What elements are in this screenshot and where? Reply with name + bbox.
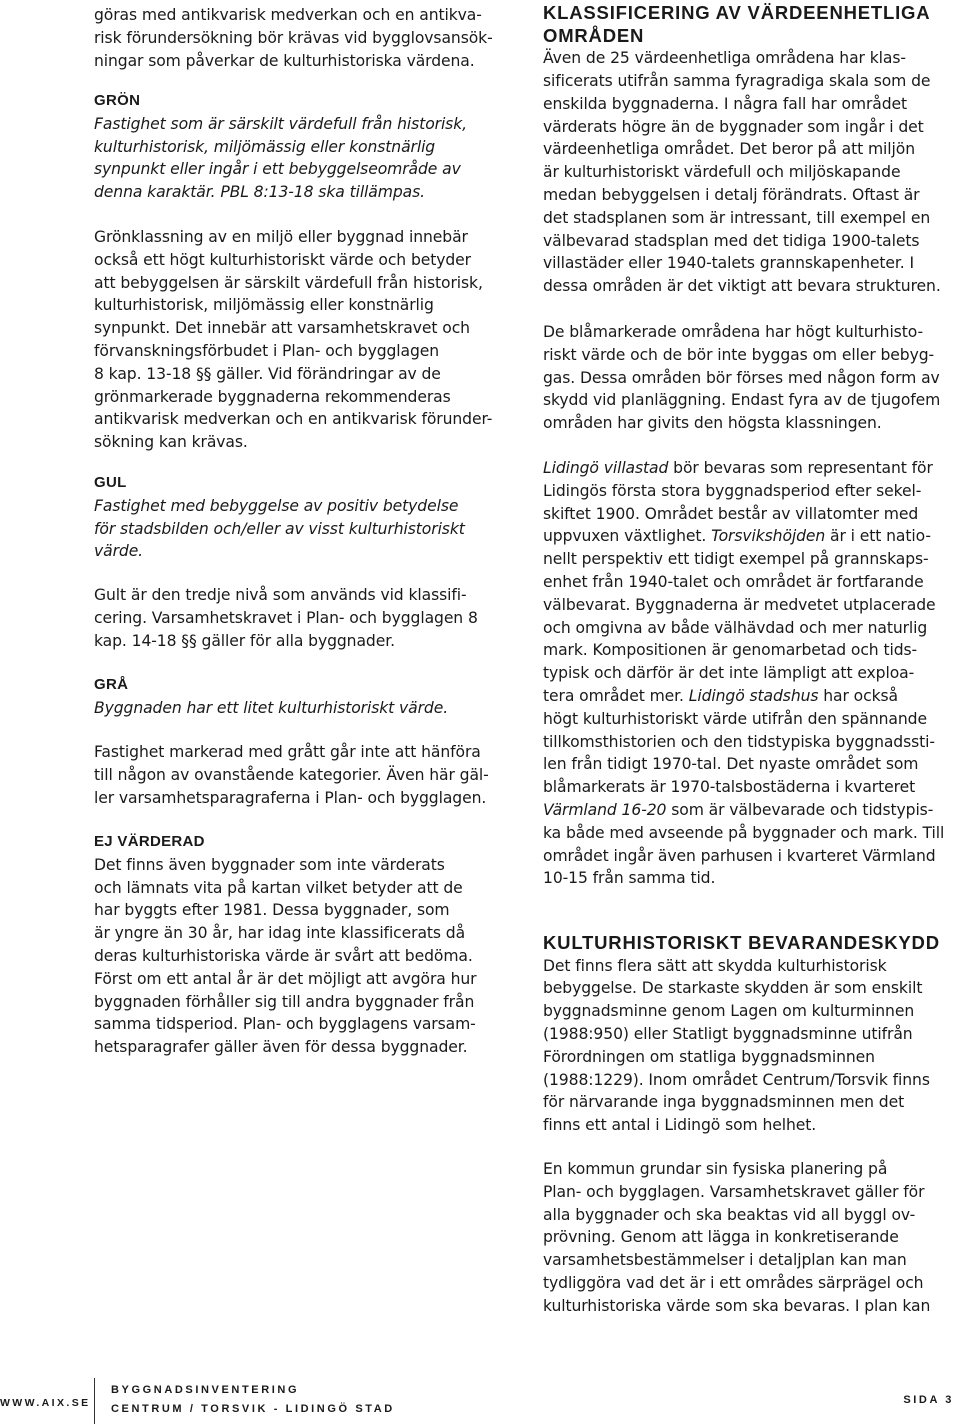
heading-klassificering-line1: KLASSIFICERING AV VÄRDEENHETLIGA bbox=[543, 2, 931, 23]
bevarandeskydd-para1 bbox=[543, 955, 940, 1137]
text-span: som är välbevarade och tidstypis- bbox=[666, 800, 934, 819]
text-line: är yngre än 30 år, har idag inte klassificerats då bbox=[94, 924, 466, 943]
section-klassificering bbox=[543, 2, 941, 298]
section-gron bbox=[94, 90, 467, 204]
text-line: finns ett antal i Lidingö som helhet. bbox=[543, 1116, 817, 1135]
text-line: tydliggöra vad det är i ett områdes särprägel och bbox=[543, 1273, 924, 1292]
klassificering-para2 bbox=[543, 321, 940, 435]
section-ej-varderad bbox=[94, 831, 477, 1059]
text-line: grönmarkerade byggnaderna rekommenderas bbox=[94, 387, 451, 406]
text-line: området ingår även parhusen i kvarteret Värmland bbox=[543, 846, 936, 865]
text-line: skiftet 1900. Området består av villatomter med bbox=[543, 504, 919, 523]
text-line: riskt värde och de bör inte byggas om eller bebyg- bbox=[543, 345, 935, 364]
text-line: (1988:950) eller Statligt byggnadsminne utifrån bbox=[543, 1024, 913, 1043]
text-line: 8 kap. 13-18 §§ gäller. Vid förändringar av de bbox=[94, 364, 441, 383]
klassificering-para1 bbox=[543, 47, 941, 298]
text-line: Först om ett antal år är det möjligt att avgöra hur bbox=[94, 969, 477, 988]
text-line: sificerats utifrån samma fyragradiga skala som de bbox=[543, 71, 931, 90]
text-span: är i ett natio- bbox=[825, 527, 931, 546]
text-line: kulturhistoriska värde som ska bevaras. I plan kan bbox=[543, 1296, 931, 1315]
text-span: bör bevaras som representant för bbox=[668, 459, 933, 477]
text-line: välbevarad stadsplan med det tidiga 1900-talets bbox=[543, 231, 920, 250]
text-line: Fastighet som är särskilt värdefull från historisk, bbox=[94, 114, 467, 133]
heading-klassificering-line2: OMRÅDEN bbox=[543, 24, 645, 46]
text-line: Förordningen om statliga byggnadsminnen bbox=[543, 1047, 875, 1066]
text-line: prövning. Genom att lägga in konkretiserande bbox=[543, 1228, 899, 1247]
text-line: värderats högre än de byggnader som ingår i det bbox=[543, 117, 924, 136]
text-line: kulturhistorisk, miljömässig eller konstnärlig bbox=[94, 137, 436, 156]
text-line: Gult är den tredje nivå som används vid klassifi- bbox=[94, 586, 467, 604]
text-line: antikvarisk medverkan och en antikvarisk förunder- bbox=[94, 410, 493, 429]
text-line: Det finns flera sätt att skydda kulturhistorisk bbox=[543, 956, 887, 975]
text-line: blåmarkerats är 1970-talsbostäderna i kvarteret bbox=[543, 778, 916, 797]
intro-paragraph bbox=[94, 4, 493, 72]
text-line: Plan- och bygglagen. Varsamhetskravet gäller för bbox=[543, 1182, 925, 1201]
text-line bbox=[543, 457, 944, 480]
text-line: typisk och därför är det inte lämpligt att exploa- bbox=[543, 664, 915, 683]
text-line: för närvarande inga byggnadsminnen men det bbox=[543, 1093, 905, 1112]
text-line: också ett högt kulturhistoriskt värde och betyder bbox=[94, 250, 471, 269]
footer-title: BYGGNADSINVENTERING bbox=[111, 1384, 300, 1396]
text-line: värde. bbox=[94, 542, 144, 561]
place-name: Lidingö stadshus bbox=[688, 686, 819, 705]
text-line: och lämnats vita på kartan vilket betyder att de bbox=[94, 878, 463, 897]
section-gra bbox=[94, 674, 448, 720]
page-footer bbox=[0, 1378, 960, 1427]
heading-ej-varderad: EJ VÄRDERAD bbox=[94, 833, 205, 850]
text-line: risk förundersökning bör krävas vid bygglovsansök- bbox=[94, 28, 493, 47]
text-line: ka både med avseende på byggnader och mark. Till bbox=[543, 823, 945, 842]
text-line: byggnadsminne genom Lagen om kulturminnen bbox=[543, 1002, 915, 1021]
text-line: byggnaden förhåller sig till andra byggnader från bbox=[94, 992, 475, 1011]
text-line: skydd vid planläggning. Endast fyra av de tjugofem bbox=[543, 391, 941, 410]
text-line: högt kulturhistoriskt värde utifrån den spännande bbox=[543, 709, 927, 728]
text-line: att bebyggelsen är särskilt värdefull från historisk, bbox=[94, 273, 483, 292]
text-line: hetsparagrafer gäller även för dessa byggnader. bbox=[94, 1038, 468, 1057]
text-line: samma tidsperiod. Plan- och bygglagens varsam- bbox=[94, 1015, 476, 1034]
text-line: kap. 14-18 §§ gäller för alla byggnader. bbox=[94, 631, 395, 650]
text-line: för stadsbilden och/eller av visst kulturhistoriskt bbox=[94, 519, 465, 538]
text-line: ningar som påverkar de kulturhistoriska värdena. bbox=[94, 51, 475, 70]
text-line bbox=[543, 685, 944, 708]
bevarandeskydd-para2 bbox=[543, 1158, 930, 1318]
footer-divider bbox=[94, 1378, 95, 1424]
page-number: SIDA 3 bbox=[903, 1394, 954, 1406]
heading-gul: GUL bbox=[94, 474, 127, 491]
text-span: uppvuxen växtlighet. bbox=[543, 527, 712, 546]
section-bevarandeskydd bbox=[543, 932, 940, 1137]
text-line: har byggts efter 1981. Dessa byggnader, som bbox=[94, 901, 450, 920]
text-line: De blåmarkerade områdena har högt kulturhisto- bbox=[543, 323, 923, 341]
text-line: Fastighet markerad med grått går inte att hänföra bbox=[94, 743, 481, 761]
text-line: nellt perspektiv ett tidigt exempel på grannskaps- bbox=[543, 550, 929, 569]
text-line: enskilda byggnaderna. I några fall har området bbox=[543, 94, 908, 113]
text-line: varsamhetsbestämmelser i detaljplan kan man bbox=[543, 1251, 907, 1270]
text-span: tera området mer. bbox=[543, 686, 689, 705]
text-line: cering. Varsamhetskravet i Plan- och bygglagen 8 bbox=[94, 608, 478, 627]
text-line: mark. Kompositionen är genomarbetad och tids- bbox=[543, 641, 918, 660]
text-line: villastäder eller 1940-talets grannskapenheter. I bbox=[543, 254, 914, 273]
text-line: till någon av ovanstående kategorier. Även här gäl- bbox=[94, 765, 489, 784]
text-line: och omgivna av både välhävdad och mer naturlig bbox=[543, 618, 928, 637]
text-line: ler varsamhetsparagraferna i Plan- och bygglagen. bbox=[94, 788, 487, 807]
text-line: Även de 25 värdeenhetliga områdena har klas- bbox=[543, 49, 906, 68]
text-line: bebyggelse. De starkaste skydden är som enskilt bbox=[543, 979, 923, 998]
heading-gra: GRÅ bbox=[94, 676, 129, 693]
place-name: Lidingö villastad bbox=[543, 459, 669, 477]
section-gul bbox=[94, 472, 465, 563]
text-line: är kulturhistoriskt värdefull och miljöskapande bbox=[543, 163, 901, 182]
text-line: enhet från 1940-talet och området är fortfarande bbox=[543, 572, 924, 591]
heading-gron: GRÖN bbox=[94, 92, 141, 109]
text-line: dessa områden är det viktigt att bevara strukturen. bbox=[543, 277, 941, 296]
place-name: Värmland 16-20 bbox=[543, 800, 667, 819]
text-line: Fastighet med bebyggelse av positiv betydelse bbox=[94, 496, 459, 515]
text-line: välbevarat. Byggnaderna är medvetet utplacerade bbox=[543, 595, 936, 614]
text-line: (1988:1229). Inom området Centrum/Torsvik finns bbox=[543, 1070, 930, 1089]
text-line: förvanskningsförbudet i Plan- och bygglagen bbox=[94, 341, 440, 360]
text-line: deras kulturhistoriska värde är svårt att bedöma. bbox=[94, 946, 473, 965]
gul-body bbox=[94, 584, 478, 652]
text-line bbox=[543, 525, 944, 548]
text-span: har också bbox=[818, 686, 899, 705]
text-line: det stadsplanen som är intressant, till exempel en bbox=[543, 208, 931, 227]
klassificering-para3 bbox=[543, 457, 944, 890]
text-line: områden har givits den högsta klassningen. bbox=[543, 414, 882, 433]
text-line: synpunkt. Det innebär att varsamhetskravet och bbox=[94, 319, 470, 338]
text-line: alla byggnader och ska beaktas vid all byggl ov- bbox=[543, 1205, 916, 1224]
text-line: medan bebyggelsen i detalj förändrats. Oftast är bbox=[543, 185, 920, 204]
footer-subtitle: CENTRUM / TORSVIK - LIDINGÖ STAD bbox=[111, 1403, 395, 1415]
gron-definition bbox=[94, 113, 467, 204]
text-line: gas. Dessa områden bör förses med någon form av bbox=[543, 368, 940, 387]
footer-url[interactable]: WWW.AIX.SE bbox=[0, 1397, 91, 1409]
gron-body bbox=[94, 226, 492, 454]
text-line: tillkomsthistorien och den tidstypiska byggnadssti- bbox=[543, 732, 935, 751]
text-line: sökning kan krävas. bbox=[94, 433, 248, 452]
text-line: synpunkt eller ingår i ett bebyggelseområde av bbox=[94, 160, 461, 179]
text-line: värdeenhetliga området. Det beror på att miljön bbox=[543, 140, 915, 159]
gra-body bbox=[94, 741, 489, 809]
text-line bbox=[543, 799, 944, 822]
text-line: Det finns även byggnader som inte värderats bbox=[94, 855, 445, 874]
text-line: len från tidigt 1970-tal. Det nyaste området som bbox=[543, 755, 919, 774]
text-line: 10-15 från samma tid. bbox=[543, 869, 716, 888]
text-line: denna karaktär. PBL 8:13-18 ska tillämpas. bbox=[94, 183, 425, 202]
text-line: Byggnaden har ett litet kulturhistoriskt värde. bbox=[94, 698, 449, 717]
place-name: Torsvikshöjden bbox=[711, 527, 826, 546]
text-line: En kommun grundar sin fysiska planering på bbox=[543, 1160, 888, 1178]
text-line: Lidingös första stora byggnadsperiod efter sekel- bbox=[543, 481, 922, 500]
heading-bevarandeskydd: KULTURHISTORISKT BEVARANDESKYDD bbox=[543, 932, 940, 953]
text-line: Grönklassning av en miljö eller byggnad innebär bbox=[94, 228, 468, 246]
text-line: göras med antikvarisk medverkan och en antikva- bbox=[94, 6, 482, 24]
text-line: kulturhistorisk, miljömässig eller konstnärlig bbox=[94, 296, 434, 315]
